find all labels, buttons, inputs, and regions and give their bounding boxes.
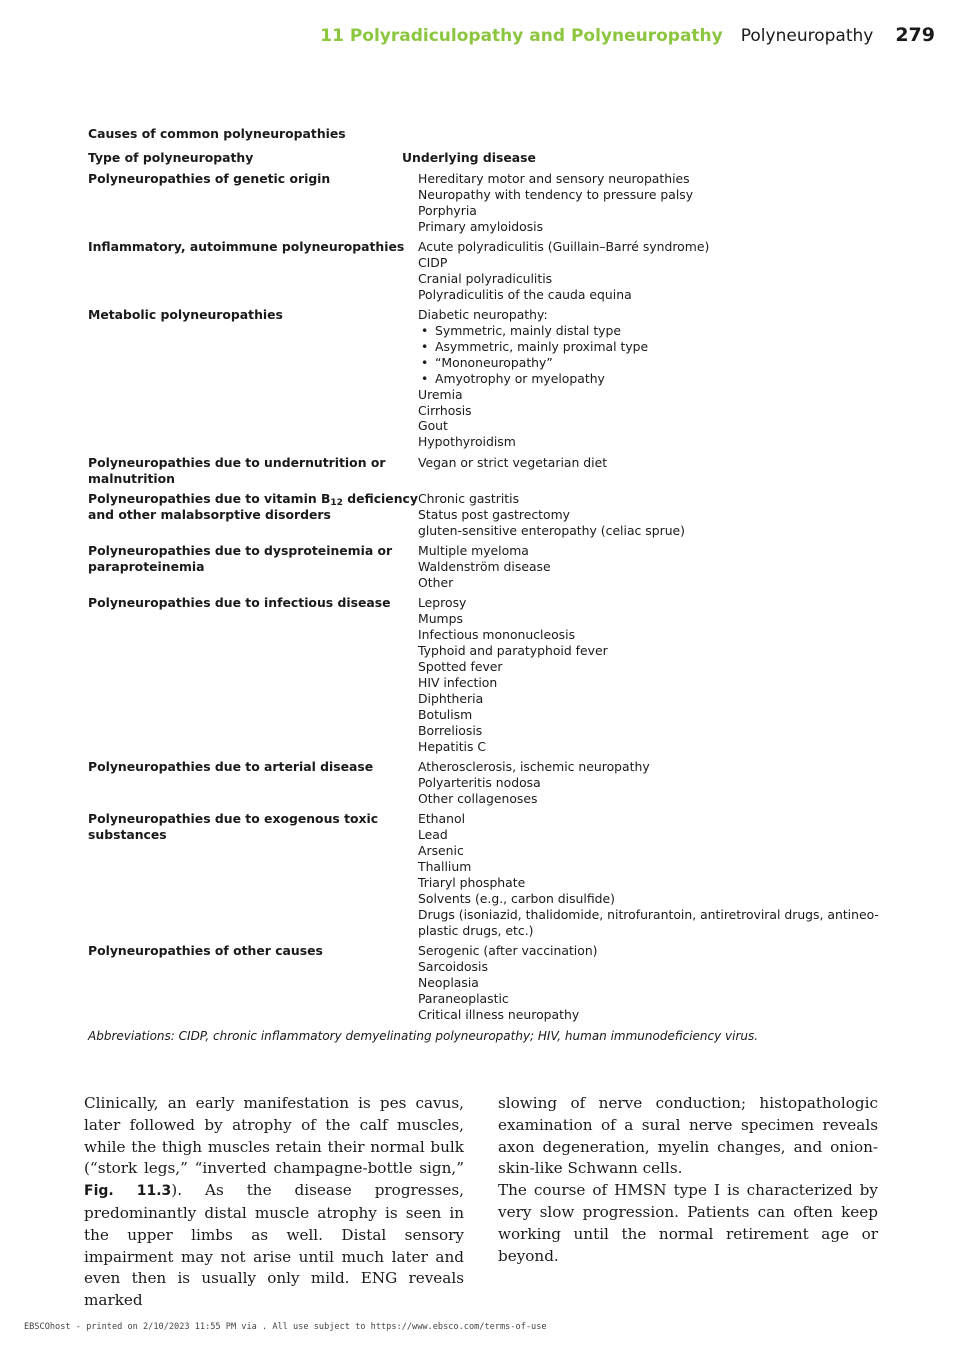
underlying-disease xyxy=(418,959,888,975)
disease-text: Porphyria xyxy=(418,202,477,218)
disease-text: Cranial polyradiculitis xyxy=(418,270,553,286)
disease-text: Spotted fever xyxy=(418,659,503,675)
polyneuropathy-type: Metabolic polyneuropathies xyxy=(88,307,283,323)
underlying-disease xyxy=(418,219,888,235)
polyneuropathy-type: Polyneuropathies of other causes xyxy=(88,943,323,958)
underlying-disease xyxy=(418,1007,888,1023)
disease-text: Borreliosis xyxy=(418,722,483,738)
table-row xyxy=(88,595,888,754)
underlying-disease xyxy=(418,418,888,434)
underlying-disease xyxy=(418,875,888,891)
disease-text: gluten-sensitive enteropathy (celiac sprue) xyxy=(418,522,686,538)
underlying-disease-list xyxy=(418,759,888,807)
underlying-disease xyxy=(418,843,888,859)
table-body xyxy=(88,171,888,1023)
disease-text: Gout xyxy=(418,418,448,434)
disease-text: Uremia xyxy=(418,386,463,402)
underlying-disease-list xyxy=(418,943,888,1023)
table-abbreviations: Abbreviations: CIDP, chronic inflammatory demyelinating polyneuropathy; HIV, human immunodeficiency virus. xyxy=(88,1028,759,1043)
running-header xyxy=(0,24,935,46)
column-header-disease: Underlying disease xyxy=(402,149,536,165)
underlying-disease xyxy=(418,491,888,507)
figure-reference[interactable]: Fig. 11.3 xyxy=(84,1183,172,1200)
disease-text: Infectious mononucleosis xyxy=(418,627,576,643)
disease-text: Serogenic (after vaccination) xyxy=(418,943,598,958)
table-title: Causes of common polyneuropathies xyxy=(88,126,346,141)
disease-text: Hepatitis C xyxy=(418,738,487,754)
disease-text: Other collagenoses xyxy=(418,790,538,806)
disease-text: Mumps xyxy=(418,611,463,627)
underlying-disease-list xyxy=(418,455,888,487)
paragraph: slowing of nerve conduction; histopathologic examination of a sural nerve specimen reveals axon degeneration, myelin changes, and onion-skin-like Schwann cells. xyxy=(498,1094,878,1178)
underlying-disease xyxy=(418,691,888,707)
disease-text: Hereditary motor and sensory neuropathies xyxy=(418,170,690,186)
underlying-disease xyxy=(418,307,888,323)
underlying-disease xyxy=(418,791,888,807)
underlying-disease xyxy=(418,759,888,775)
table-row xyxy=(88,455,888,487)
underlying-disease xyxy=(418,455,888,471)
disease-text: plastic drugs, etc.) xyxy=(418,922,534,938)
table-row xyxy=(88,943,888,1023)
disease-text: Primary amyloidosis xyxy=(418,218,544,234)
disease-text: Sarcoidosis xyxy=(418,958,488,974)
disease-text: Diphtheria xyxy=(418,690,484,706)
underlying-disease-list xyxy=(418,307,888,450)
underlying-disease-list xyxy=(418,239,888,303)
polyneuropathy-type: Polyneuropathies due to arterial disease xyxy=(88,759,374,775)
underlying-disease-list xyxy=(418,595,888,754)
print-footer: EBSCOhost - printed on 2/10/2023 11:55 PM via . All use subject to https://www.ebsco.com/terms-of-use xyxy=(24,1322,547,1332)
disease-text: Diabetic neuropathy: xyxy=(418,307,548,323)
underlying-disease xyxy=(418,943,888,959)
chapter-title: 11 Polyradiculopathy and Polyneuropathy xyxy=(320,26,723,46)
disease-text: Other xyxy=(418,575,454,591)
body-text xyxy=(84,1093,878,1312)
text-run: ). As the disease progresses, predominantly distal muscle atrophy is seen in the upper limbs as well. Distal sensory impairment may not arise until much later and even then is usually only mild. ENG reveals marked xyxy=(84,1181,464,1310)
disease-text: Chronic gastritis xyxy=(418,491,520,507)
underlying-disease xyxy=(418,675,888,691)
disease-text: Hypothyroidism xyxy=(418,434,516,450)
disease-text: Drugs (isoniazid, thalidomide, nitrofurantoin, antiretroviral drugs, antineo- xyxy=(418,906,879,922)
section-title: Polyneuropathy xyxy=(740,26,874,46)
text-run: Clinically, an early manifestation is pes cavus, later followed by atrophy of the calf muscles, while the thigh muscles retain their normal bulk (“stork legs,” “inverted champagne-bottle sign,” xyxy=(84,1094,464,1178)
underlying-disease xyxy=(418,923,888,939)
underlying-disease xyxy=(418,523,888,539)
paragraph: The course of HMSN type I is characterized by very slow progression. Patients can often keep working until the normal retirement age or beyond. xyxy=(498,1181,878,1265)
underlying-disease xyxy=(418,627,888,643)
underlying-disease xyxy=(418,271,888,287)
type-text: deficiency and other malabsorptive disorders xyxy=(88,491,418,522)
paragraph xyxy=(84,1093,464,1312)
polyneuropathy-type xyxy=(88,491,418,539)
table-row xyxy=(88,491,888,539)
table-row xyxy=(88,307,888,450)
underlying-disease-list xyxy=(418,171,888,235)
underlying-disease xyxy=(418,611,888,627)
underlying-disease xyxy=(418,323,888,339)
body-column-right xyxy=(498,1093,878,1312)
disease-text: Cirrhosis xyxy=(418,402,472,418)
underlying-disease xyxy=(418,507,888,523)
underlying-disease xyxy=(418,434,888,450)
underlying-disease xyxy=(418,239,888,255)
disease-text: Triaryl phosphate xyxy=(418,874,526,890)
polyneuropathy-type: Polyneuropathies due to infectious disease xyxy=(88,595,391,611)
disease-text: Waldenström disease xyxy=(418,559,551,575)
table-row xyxy=(88,239,888,303)
underlying-disease xyxy=(418,575,888,591)
disease-text: Symmetric, mainly distal type xyxy=(435,322,621,338)
disease-text: CIDP xyxy=(418,254,448,270)
disease-text: Status post gastrectomy xyxy=(418,506,570,522)
underlying-disease xyxy=(418,595,888,611)
underlying-disease xyxy=(418,355,888,371)
disease-text: Vegan or strict vegetarian diet xyxy=(418,454,608,470)
underlying-disease xyxy=(418,371,888,387)
disease-text: Thallium xyxy=(418,858,472,874)
underlying-disease xyxy=(418,187,888,203)
underlying-disease xyxy=(418,859,888,875)
underlying-disease xyxy=(418,203,888,219)
underlying-disease xyxy=(418,387,888,403)
underlying-disease xyxy=(418,907,888,923)
underlying-disease xyxy=(418,643,888,659)
page-number: 279 xyxy=(895,24,935,46)
underlying-disease xyxy=(418,339,888,355)
column-header-type: Type of polyneuropathy xyxy=(88,149,254,165)
disease-text: Typhoid and paratyphoid fever xyxy=(418,643,608,659)
underlying-disease xyxy=(418,255,888,271)
polyneuropathy-type: Polyneuropathies due to undernutrition or malnutrition xyxy=(88,454,386,486)
disease-text: Critical illness neuropathy xyxy=(418,1006,580,1022)
polyneuropathy-type: Polyneuropathies due to dysproteinemia or paraproteinemia xyxy=(88,543,393,575)
disease-text: Asymmetric, mainly proximal type xyxy=(435,338,649,354)
disease-text: Neuropathy with tendency to pressure palsy xyxy=(418,186,694,202)
causes-table xyxy=(88,126,888,1044)
disease-text: Acute polyradiculitis (Guillain–Barré syndrome) xyxy=(418,238,710,254)
underlying-disease xyxy=(418,827,888,843)
polyneuropathy-type: Polyneuropathies due to exogenous toxic substances xyxy=(88,811,379,843)
table-row xyxy=(88,811,888,938)
table-header-row xyxy=(88,150,888,166)
disease-text: Polyarteritis nodosa xyxy=(418,774,541,790)
underlying-disease-list xyxy=(418,491,888,539)
table-row xyxy=(88,543,888,591)
underlying-disease xyxy=(418,991,888,1007)
type-subscript: 12 xyxy=(330,498,343,509)
underlying-disease xyxy=(418,171,888,187)
underlying-disease xyxy=(418,739,888,755)
body-column-left xyxy=(84,1093,464,1312)
disease-text: Ethanol xyxy=(418,811,466,827)
table-row xyxy=(88,171,888,235)
disease-text: Leprosy xyxy=(418,595,467,611)
disease-text: “Mononeuropathy” xyxy=(435,354,553,370)
disease-text: Neoplasia xyxy=(418,974,479,990)
underlying-disease xyxy=(418,975,888,991)
disease-text: Paraneoplastic xyxy=(418,990,509,1006)
underlying-disease xyxy=(418,403,888,419)
underlying-disease xyxy=(418,707,888,723)
disease-text: Amyotrophy or myelopathy xyxy=(435,370,605,386)
polyneuropathy-type: Inflammatory, autoimmune polyneuropathies xyxy=(88,238,405,254)
polyneuropathy-type: Polyneuropathies of genetic origin xyxy=(88,170,331,186)
disease-text: Lead xyxy=(418,827,448,843)
underlying-disease xyxy=(418,811,888,827)
underlying-disease xyxy=(418,543,888,559)
underlying-disease xyxy=(418,287,888,303)
disease-text: Arsenic xyxy=(418,843,464,859)
disease-text: HIV infection xyxy=(418,675,498,690)
disease-text: Botulism xyxy=(418,706,473,722)
underlying-disease xyxy=(418,775,888,791)
underlying-disease xyxy=(418,723,888,739)
disease-text: Solvents (e.g., carbon disulfide) xyxy=(418,890,615,906)
table-row xyxy=(88,759,888,807)
underlying-disease xyxy=(418,559,888,575)
underlying-disease-list xyxy=(418,543,888,591)
underlying-disease xyxy=(418,891,888,907)
disease-text: Atherosclerosis, ischemic neuropathy xyxy=(418,759,650,775)
disease-text: Polyradiculitis of the cauda equina xyxy=(418,286,632,302)
underlying-disease-list xyxy=(418,811,888,938)
underlying-disease xyxy=(418,659,888,675)
disease-text: Multiple myeloma xyxy=(418,543,529,559)
type-text: Polyneuropathies due to vitamin B xyxy=(88,491,331,507)
